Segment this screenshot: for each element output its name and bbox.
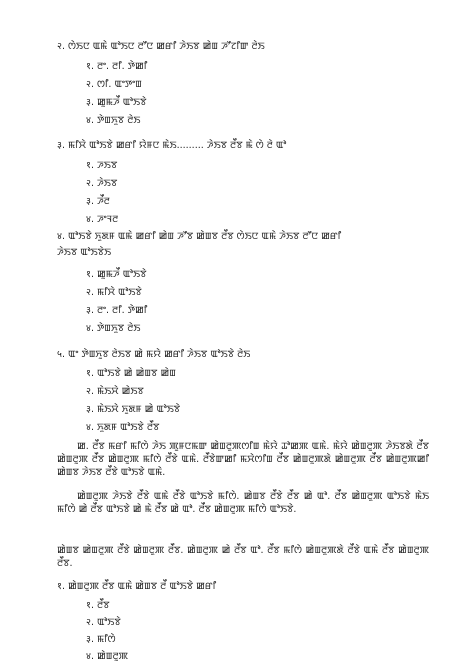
q6-option-3: ३. ꯃꯤꯁꯥ xyxy=(86,634,116,645)
q4-option-2: २. ꯃꯤꯆꯥ ꯑꯣꯏꯕꯥ xyxy=(86,287,142,298)
q2-option-3: ३. ꯀꯨꯃꯍꯩ ꯑꯣꯏꯕꯥ xyxy=(86,97,147,108)
passage-paragraph-2: ꯀꯥꯡꯂꯨꯄ ꯍꯥꯏꯕꯥ ꯂꯩꯕꯥ ꯑꯃꯥ ꯂꯩꯕꯥ ꯑꯣꯏꯕꯥ ꯃꯤꯁꯥ. ꯀꯥꯡꯕ ꯂꯩꯕꯥ ꯂꯩꯕ ꯀꯥ ꯑꯣ. ꯂꯩꯕ ꯀꯥꯡꯂꯨꯄ ꯑꯣꯏꯕꯥ ꯃꯥꯏ ꯃꯤꯁꯥ ꯀꯥ ꯂꯩꯕ ꯑꯣꯏꯕꯥ ꯀꯥ ꯃꯥ ꯂꯩꯕ ꯀꯥ ꯑꯣ. ꯂꯩꯕ ꯀꯥꯡꯂꯨꯄ ꯃꯤꯁꯥ ꯑꯣꯏꯕꯥ. xyxy=(57,491,429,515)
q2-option-4: ४. ꯇꯥꯡꯈꯨꯕ ꯂꯥꯏ xyxy=(86,115,141,126)
q5-option-2: २. ꯃꯥꯏꯆꯥ ꯀꯥꯏꯕ xyxy=(86,386,144,397)
question-4: ४. ꯑꯣꯏꯕꯥ ꯈꯨꯗꯝ ꯑꯃꯥ ꯀꯔꯤ ꯀꯥꯡ ꯍꯧꯕ ꯀꯥꯡꯕ ꯂꯩꯕ ꯁꯥꯏꯅ ꯑꯃꯥ ꯍꯥꯏꯕ ꯂꯧꯅ ꯀꯔꯤ xyxy=(57,231,342,242)
q4-option-4: ४. ꯇꯥꯡꯈꯨꯕ ꯂꯥꯏ xyxy=(86,323,141,334)
question-2: २. ꯁꯥꯏꯅ ꯑꯃꯥ ꯑꯣꯏꯅ ꯂꯧꯅ ꯀꯔꯤ ꯍꯥꯏꯕ ꯀꯥꯡ ꯍꯧꯖꯤꯛ ꯂꯥꯏ xyxy=(57,41,265,52)
q4-option-3: ३. ꯂꯦ. ꯂꯤ. ꯇꯥꯀꯤ xyxy=(86,305,148,316)
q3-option-1: १. ꯍꯏꯕ xyxy=(86,160,118,171)
question-6: १. ꯀꯥꯡꯂꯨꯄ ꯂꯩꯕ ꯑꯃꯥ ꯀꯥꯡꯕ ꯂꯩ ꯑꯣꯏꯕꯥ ꯀꯔꯤ xyxy=(57,581,217,592)
question-3: ३. ꯃꯤꯆꯥ ꯑꯣꯏꯕꯥ ꯀꯔꯤ ꯌꯥꯝꯅ ꯃꯥꯏ......... ꯍꯥꯏꯕ ꯂꯩꯕ ꯃꯥ ꯁꯥ ꯂꯥ ꯑꯣ xyxy=(57,140,287,151)
q6-option-2: २. ꯑꯣꯏꯕꯥ xyxy=(86,617,121,628)
q6-option-4: ४. ꯀꯥꯡꯂꯨꯄ xyxy=(86,651,128,662)
q3-option-3: ३. ꯍꯩꯂ xyxy=(86,196,110,207)
question-4-continued: ꯍꯥꯏꯕ ꯑꯣꯏꯕꯥꯏ xyxy=(57,247,112,258)
q3-option-4: ४. ꯍꯦꯜꯂ xyxy=(86,214,119,225)
q5-option-1: १. ꯑꯣꯏꯕꯥ ꯀꯥ ꯀꯥꯡꯕ ꯀꯥꯡ xyxy=(86,368,176,379)
q3-option-2: २. ꯍꯥꯏꯕ xyxy=(86,178,118,189)
q6-option-1: १. ꯂꯩꯕ xyxy=(86,600,110,611)
q5-option-4: ४. ꯈꯨꯗꯝ ꯑꯣꯏꯕꯥ ꯂꯩꯕ xyxy=(86,422,160,433)
q2-option-2: २. ꯁꯤ. ꯑꯦꯇꯦꯡ xyxy=(86,79,142,90)
passage-paragraph-1: ꯀ. ꯂꯩꯕ ꯃꯔꯤ ꯃꯤꯁꯥ ꯍꯥꯏ ꯄꯨꯝꯅꯃꯛ ꯀꯥꯡꯂꯨꯄꯁꯤꯡ ꯃꯥꯌꯥ ꯊꯣꯀꯄ ꯑꯃꯥ. ꯃꯥꯌꯥ ꯀꯥꯡꯂꯨꯄ ꯍꯥꯏꯕꯗꯥ ꯂꯩꯕ ꯀꯥꯡꯂꯨꯄ ꯂꯩꯕ ꯀꯥꯡꯂꯨꯄ ꯃꯤꯁꯥ ꯂꯩꯕꯥ ꯑꯃꯥ. ꯂꯩꯕꯥꯛꯀꯤ ꯃꯆꯥꯁꯤꯡ ꯂꯩꯕ ꯀꯥꯡꯂꯨꯄꯗꯥ ꯀꯥꯡꯂꯨꯄ ꯂꯩꯕ ꯀꯥꯡꯂꯨꯄꯀꯤ ꯀꯥꯡꯕ ꯍꯥꯏꯕ ꯂꯩꯕꯥ ꯑꯣꯏꯕꯥ ꯑꯃꯥ. xyxy=(57,441,429,478)
q5-option-3: ३. ꯃꯥꯏꯆꯥ ꯈꯨꯗꯝ ꯀꯥ ꯑꯣꯏꯕꯥ xyxy=(86,404,181,415)
question-5: ५. ꯑꯦ ꯇꯥꯡꯈꯨꯕ ꯂꯥꯏꯕ ꯀꯥ ꯃꯌꯥ ꯀꯔꯤ ꯍꯥꯏꯕ ꯑꯣꯏꯕꯥ ꯂꯥꯏ xyxy=(57,349,251,360)
q2-option-1: १. ꯂꯦ. ꯂꯤ. ꯇꯥꯀꯤ xyxy=(86,61,148,72)
q4-option-1: १. ꯀꯨꯃꯍꯩ ꯑꯣꯏꯕꯥ xyxy=(86,269,147,280)
passage-paragraph-3: ꯀꯥꯡꯕ ꯀꯥꯡꯂꯨꯄ ꯂꯩꯕꯥ ꯀꯥꯡꯂꯨꯄ ꯂꯩꯕ. ꯀꯥꯡꯂꯨꯄ ꯀꯥ ꯂꯩꯕ ꯑꯣ. ꯂꯩꯕ ꯃꯤꯁꯥ ꯀꯥꯡꯂꯨꯄꯗꯥ ꯂꯩꯕꯥ ꯑꯃꯥ ꯂꯩꯕ ꯀꯥꯡꯂꯨꯄ ꯂꯩꯕ. xyxy=(57,545,429,569)
